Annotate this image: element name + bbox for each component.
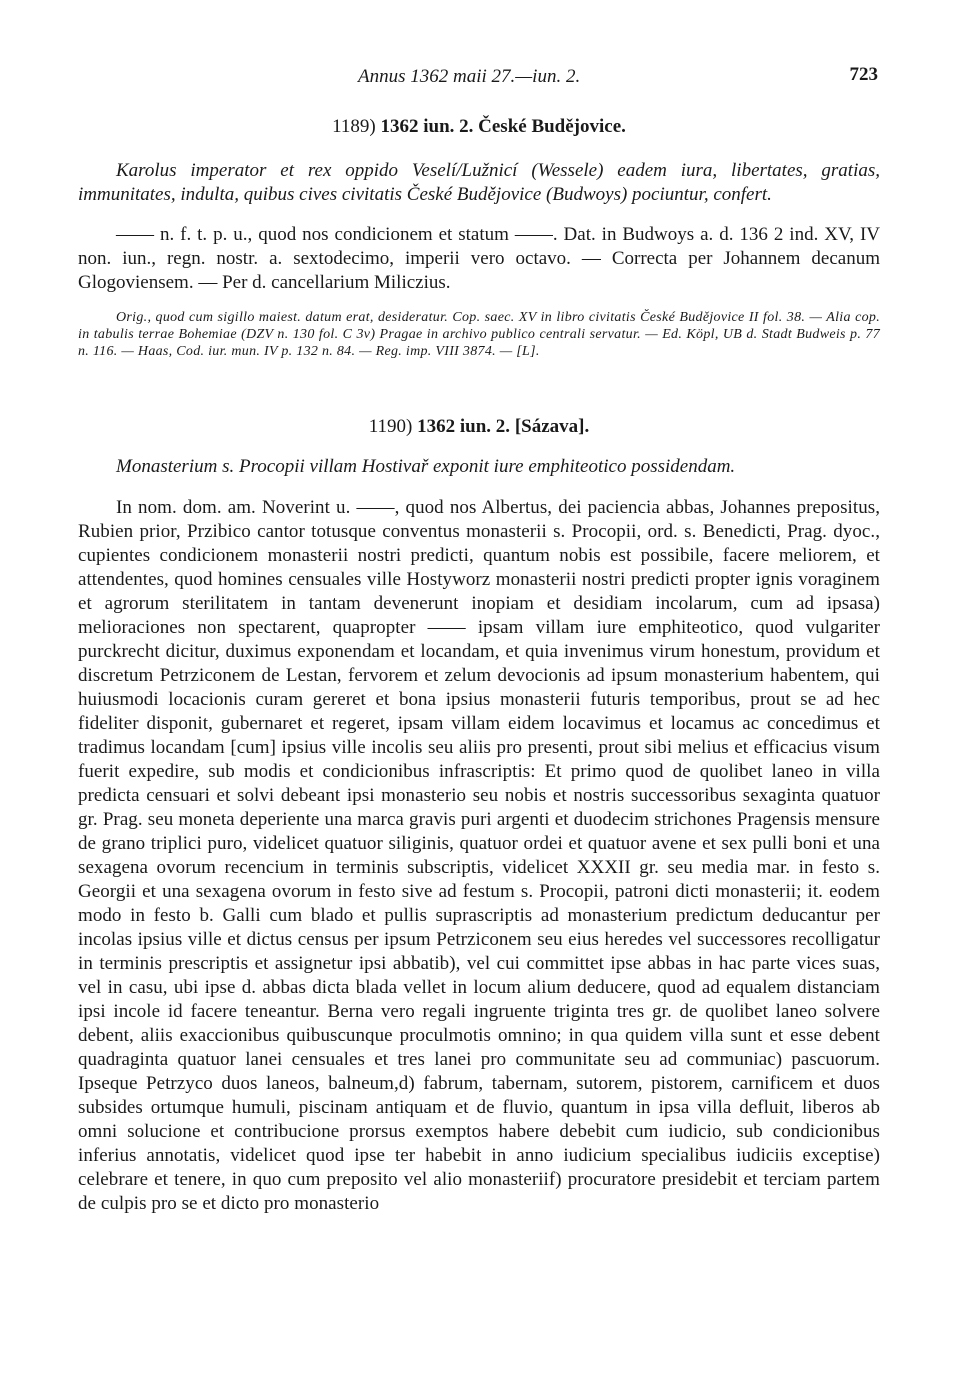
entry-text-1189: —— n. f. t. p. u., quod nos condicionem et statum ——. Dat. in Budwoys a. d. 136 2 ind. XV, IV non. iun., regn. nostr. a. sextodecimo, imperii vero octavo. — Correcta per Johannem decanum Glogoviensem. — Per d. cancellarium Miliczius. bbox=[78, 224, 880, 293]
entry-heading-1190 bbox=[78, 416, 880, 438]
entry-date: 1362 iun. 2. bbox=[417, 416, 511, 437]
page bbox=[78, 62, 880, 1216]
entry-summary-1189: Karolus imperator et rex oppido Veselí/Lužnicí (Wessele) eadem iura, libertates, gratias, immunitates, indulta, quibus cives civitatis České Budějovice (Budwoys) pociuntur, confert. bbox=[78, 160, 880, 205]
entry-notes-1189: Orig., quod cum sigillo maiest. datum erat, desideratur. Cop. saec. XV in libro civitatis České Budějovice II fol. 38. — Alia cop. in tabulis terrae Bohemiae (DZV n. 130 fol. C 3v) Pragae in archivo publico centrali servatur. — Ed. Köpl, UB d. Stadt Budweis p. 77 n. 116. — Haas, Cod. iur. mun. IV p. 132 n. 84. — Reg. imp. VIII 3874. — [L]. bbox=[78, 310, 880, 359]
entry-number: 1190) bbox=[368, 416, 413, 437]
page-number: 723 bbox=[849, 64, 878, 85]
entry-summary-1190: Monasterium s. Procopii villam Hostivař exponit iure emphiteotico possidendam. bbox=[116, 456, 736, 477]
running-head bbox=[78, 62, 880, 88]
entry-heading-1189 bbox=[78, 116, 880, 138]
entry-text-1190: In nom. dom. am. Noverint u. ——, quod nos Albertus, dei paciencia abbas, Johannes prepositus, Rubien prior, Przibico cantor totusque conventus monasterii s. Procopii, ord. s. Benedicti, Prag. dyoc., cupientes condicionem monasterii nostri predicti, quantum nobis est possibile, facere meliorem, et attendentes, quod homines censuales ville Hostyworz monasterii nostri predicti propter ignis voraginem et agrorum sterilitatem in tantam devenerunt inopiam et desidiam incolarum, cum ad ipsasa) melioraciones non spectarent, quapropter —— ipsam villam iure emphiteotico, quod vulgariter purckrecht dicitur, duximus exponendam et locandam, et quia invenimus virum honestum, providum et discretum Petrziconem de Lestan, fervorem et zelum devocionis ad ipsum monasterium habentem, qui huiusmodi locacionis curam gereret et bona ipsius monasterii futuris temporibus, prout se ad hec fideliter disponit, gubernaret et regeret, ipsam villam eidem locavimus et locamus ac concedimus et tradimus locandam [cum] ipsius ville incolis seu aliis pro presenti, prout sibi melius et efficacius visum fuerit expedire, sub modis et condicionibus infrascriptis: Et primo quod de quolibet laneo in villa predicta censuari et solvi debeant ipsi monasterio seu nobis et nostris successoribus sexaginta quatuor gr. Prag. seu moneta deperiente una marca gravis puri argenti et duodecim strichones Pragensis mensure de grano triplici puro, videlicet quatuor siliginis, quatuor ordei et quatuor avene et sex pulli boni et una sexagena ovorum recencium in terminis subscriptis, videlicet XXXII gr. seu media mar. in festo s. Georgii et una sexagena ovorum in festo sive ad festum s. Procopii, patroni dicti monasterii; it. eodem modo in festo b. Galli cum blado et pullis suprascriptis ad monasterium predictum deducantur per incolas ipsius ville et dictus census per ipsum Petrziconem seu eius heredes vel successores recolligatur in terminis prescriptis et assignetur ipsi abbatib), vel cui committet ipse abbas in hac parte vices suas, vel in casu, ubi ipse d. abbas dicta blada vellet in locum alium deducere, quod ad equalem distanciam ipsi incole id facere teneantur. Berna vero regali ingruente triginta tres gr. de quolibet laneo solvere debent, aliis exaccionibus quibuscunque proculmotis omnino; in qua quidem villa sunt et esse debent quadraginta quatuor lanei censuales et tres lanei pro communitate seu ad communiac) pascuorum. Ipseque Petrzyco duos laneos, balneum,d) fabrum, tabernam, sutorem, pistorem, carnificem et duos subsides ortumque humuli, piscinam antiquam et de fluvio, quantum in ipsa villa defluit, liberos ab omni solucione et contribucione prorsus exemptos habere debebit cum iudicio, sub condicionibus inferius annotatis, videlicet quod ipse ter habebit in anno iudicium specialibus iudiciis exceptise) celebrare et tenere, in quo cum preposito vel alio monasteriif) procuratore presidebit et terciam partem de culpis pro se et dicto pro monasterio bbox=[78, 497, 880, 1214]
running-title: Annus 1362 maii 27.—iun. 2. bbox=[358, 66, 581, 87]
entry-date: 1362 iun. 2. bbox=[380, 116, 474, 137]
entry-place: [Sázava]. bbox=[514, 416, 590, 437]
entry-separator bbox=[78, 360, 880, 416]
entry-number: 1189) bbox=[332, 116, 376, 137]
entry-place: České Budějovice. bbox=[478, 116, 626, 137]
